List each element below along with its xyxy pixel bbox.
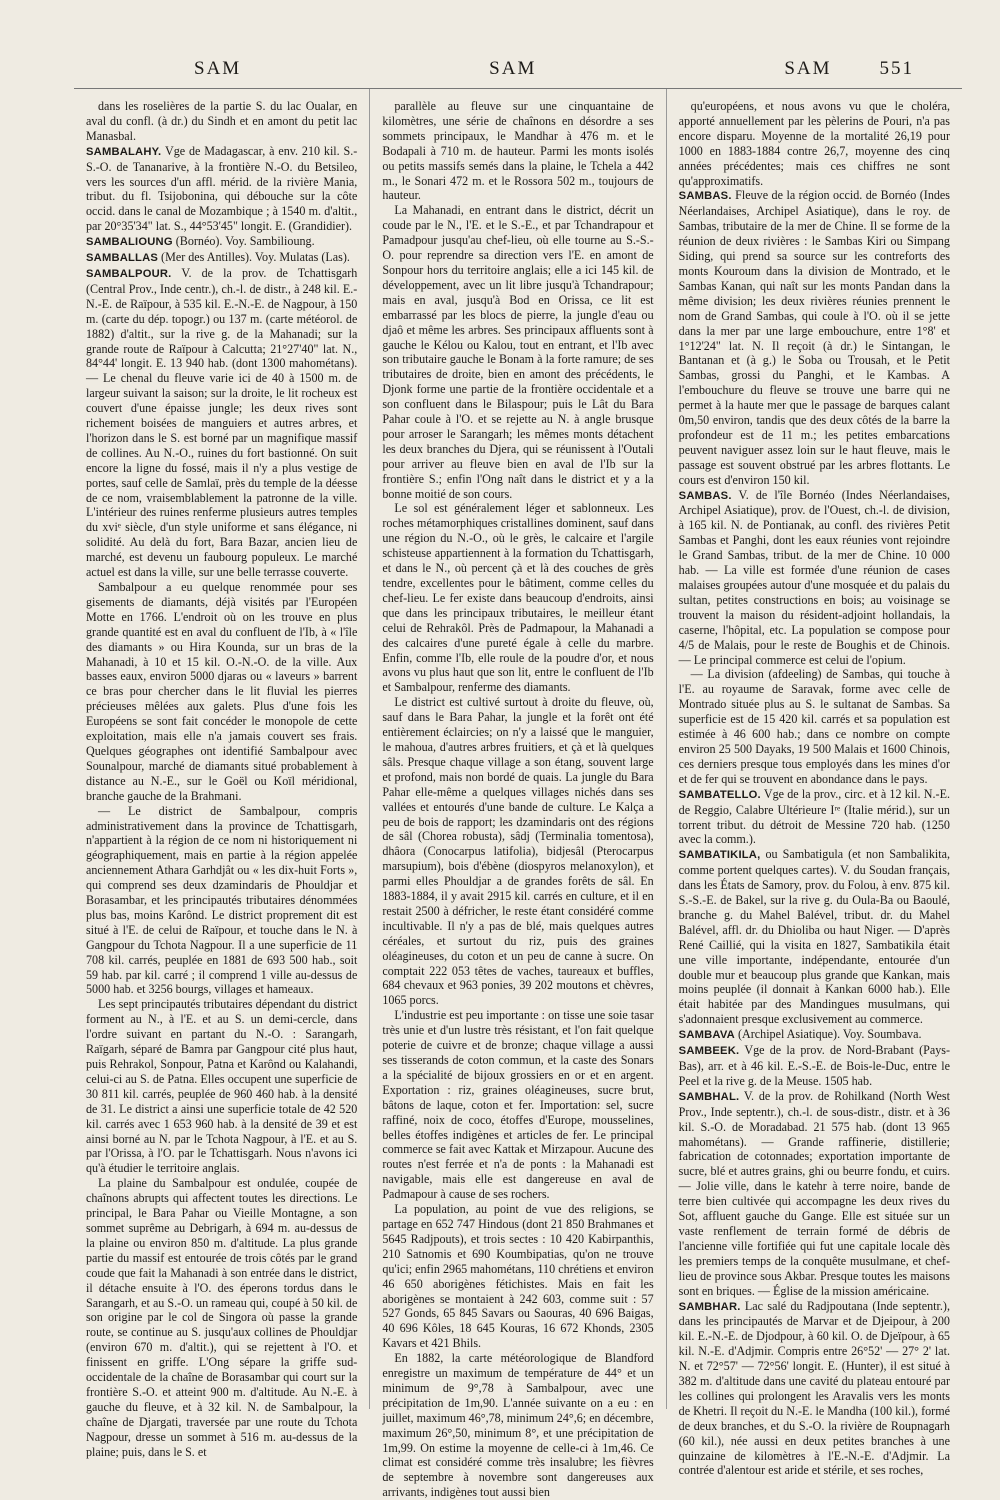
- paragraph-text: qu'européens, et nous avons vu que le choléra, apporté annuellement par les pèlerins de Pouri, n'a pas encore disparu. Moyenne de la mortalité 26,19 pour 1000 en 1883-1884 contre 26,7, moyenne des cinq années précédentes; mais ces chiffres ne sont qu'approximatifs.: [678, 99, 950, 188]
- paragraph-text: Lac salé du Radjpoutana (Inde septentr.), dans les principautés de Marvar et de Djeipour, à 200 kil. E.-N.-E. de Djodpour, à 60 kil. O. de Djeïpour, à 65 kil. N.-E. d'Adjmir. Compris entre 26°52' — 27° 2' lat. N. et 72°57' — 72°56' longit. E. (Hunter), il est situé à 382 m. d'altitude dans une cavité du plateau entouré par les collines qui prolongent les Aravalis vers les monts de Khetri. Il reçoit du N.-E. le Mandha (100 kil.), formé de deux branches, et du S.-O. la rivière de Roupnagarh (60 kil.), née aussi en deux petites branches à une quinzaine de kilomètres à l'E.-N.-E. d'Adjmir. La contrée d'alentour est aride et stérile, et ses roches,: [678, 1298, 950, 1478]
- dictionary-entry: [679, 1043, 950, 1089]
- paragraph: [86, 1176, 357, 1459]
- paragraph-text: — La division (afdeeling) de Sambas, qui touche à l'E. au royaume de Saravak, forme avec celle de Montrado située plus au S. le sultanat de Sambas. Sa superficie est de 15 420 kil. carrés et sa population est estimée à 46 600 hab.; dans ce nombre on compte environ 25 500 Dayaks, 19 500 Malais et 1600 Chinois, ces derniers presque tous employés dans les mines d'or et de fer qui se trouvent en abondance dans le pays.: [678, 667, 950, 786]
- dictionary-entry: [679, 787, 950, 848]
- paragraph-text: Les sept principautés tributaires dépendant du district forment au N., à l'E. et au S. un demi-cercle, dans l'ordre suivant en partant du N.-O. : Sarangarh, Raïgarh, séparé de Bamra par Gangpour cité plus haut, puis Rehrakol, Sonpour, Patna et Karônd ou Kalahandi, celui-ci au S. de Patna. Elles occupent une superficie de 30 811 kil. carrés, peuplée de 960 460 hab. à la densité de 31. Le district a ainsi une superficie totale de 42 520 kil. carrés avec 1 653 960 hab. à la densité de 39 et est ainsi borné au N. par le Tchota Nagpour, à l'E. et au S. par l'Orissa, à l'O. par le Tchattisgarh. Nous n'avons ici qu'à étudier le territoire anglais.: [86, 997, 358, 1176]
- running-head-center: SAM: [489, 58, 537, 79]
- paragraph: [382, 1202, 653, 1351]
- paragraph: [679, 99, 950, 188]
- paragraph: [679, 667, 950, 786]
- dictionary-entry: [86, 234, 357, 250]
- paragraph-text: Sambalpour a eu quelque renommée pour ses gisements de diamants, déjà visités par l'Européen Motte en 1766. L'endroit où on les trouve en plus grande quantité est en aval du confluent de l'Ib, à « l'île des diamants » ou Hira Kounda, sur un bras de la Mahanadi, à 10 et 15 kil. O.-N.-O. de la ville. Aux basses eaux, environ 5000 djaras ou « laveurs » barrent ce bras pour chercher dans le lit fluvial les pierres précieuses mêlées aux galets. Plus d'une fois les Européens se sont fait concéder le monopole de cette exploitation, mais elle n'a jamais couvert ses frais. Quelques géographes ont identifié Sambalpour avec Sounalpour, marché de diamants situé probablement à distance au N.-E., sur le Goël ou Koïl méridional, branche gauche de la Brahmani.: [86, 580, 358, 803]
- paragraph-text: La plaine du Sambalpour est ondulée, coupée de chaînons abrupts qui affectent toutes les directions. Le principal, le Bara Pahar ou Vieille Montagne, a son sommet suprême au Debrigarh, à 694 m. au-dessus de la plaine ou environ 850 m. d'altitude. La plus grande partie du massif est entourée de trois côtés par le grand coude que fait la Mahanadi à son entrée dans le district, il détache ensuite à l'O. des éperons tordus dans le Sarangarh, et au S.-O. un rameau qui, coupé à 50 kil. de son origine par le col de Singora où passe la grande route, se continue au S. jusqu'aux collines de Phouldjar (environ 670 m. d'altit.), qui se rejettent à l'O. et finissent en griffe. L'Ong sépare la griffe sud-occidentale de la chaîne de Borasambar qui court sur la frontière S.-O. et atteint 900 m. d'altitude. Au N.-E. à gauche du fleuve, et à 32 kil. N. de Sambalpour, la chaîne de Djargati, traversée par une route du Tchota Nagpour, dresse un sommet à 516 m. au-dessus de la plaine; puis, dans le S. et: [86, 1176, 358, 1459]
- page-number: 551: [879, 58, 914, 79]
- entry-headword: SAMBALPOUR.: [86, 267, 172, 280]
- entry-headword: SAMBALIOUNG: [86, 236, 173, 249]
- paragraph-text: V. de la prov. de Tchattisgarh (Central Prov., Inde centr.), ch.-l. de distr., à 248 kil. E.-N.-E. de Raïpour, à 535 kil. E.-N.-E. de Nagpour, à 150 m. (carte du dép. topogr.) ou 137 m. (carte météorol. de 1882) d'altit., sur la rive g. de la Mahanadi; sur la grande route de Raïpour à Calcutta; 21°27'40" lat. N., 84°44' longit. E. 13 940 hab. (dont 1300 mahométans). — Le chenal du fleuve varie ici de 40 à 1500 m. de largeur suivant la saison; sur la droite, le lit rocheux est couvert d'une épaisse jungle; les deux rives sont richement boisées de manguiers et autres arbres, et l'horizon dans le S. est borné par un magnifique massif de collines. Au N.-O., ruines du fort bastionné. On suit encore la ligne du fossé, mais il n'y a plus vestige de portes, sauf celle de Samlaï, près du temple de la déesse de ce nom, vraisemblablement la patronne de la ville. L'intérieur des ruines renferme plusieurs autres temples du xviᵉ siècle, d'un style uniforme et sans élégance, ni solidité. Au delà du fort, Bara Bazar, ancien lieu de marché, est devenu un faubourg populeux. Le marché actuel est dans la ville, sur une belle terrasse couverte.: [86, 265, 358, 580]
- entry-headword: SAMBALLAS: [86, 252, 159, 265]
- paragraph-text: Vge de la prov. de Nord-Brabant (Pays-Bas), arr. et à 46 kil. E.-S.-E. de Bois-le-Duc, entre le Peel et la rive g. de la Meuse. 1505 hab.: [678, 1043, 950, 1088]
- paragraph-text: En 1882, la carte météorologique de Blandford enregistre un maximum de température de 44° et un minimum de 9°,78 à Sambalpour, avec une précipitation de 1m,90. L'année suivante on a eu : en juillet, maximum 46°,78, minimum 24°,6; en décembre, maximum 26°,50, minimum 8°, et une précipitation de 1m,99. On estime la moyenne de celle-ci à 1m,46. Ce climat est considéré comme très insalubre; les fièvres de septembre à novembre sont dangereuses aux arrivants, indigènes tout aussi bien: [382, 1351, 654, 1500]
- paragraph-text: Vge de Madagascar, à env. 210 kil. S.-S.-O. de Tananarive, à la frontière N.-O. du Betsileo, vers les sources d'un affl. mérid. de la rivière Mania, tribut. du fl. Tsijobonina, qui débouche sur la côte occid. dans le canal de Mozambique ; à 1540 m. d'altit., par 20°35'34" lat. S., 44°53'45" longit. E. (Grandidier).: [86, 143, 358, 234]
- dictionary-entry: [86, 250, 357, 266]
- entry-headword: SAMBAS.: [678, 190, 732, 203]
- text-columns: [74, 88, 962, 1500]
- running-head-left: SAM: [194, 58, 242, 79]
- column-1: [74, 89, 369, 1459]
- entry-headword: SAMBHAL.: [678, 1090, 740, 1103]
- paragraph-text: (Bornéo). Voy. Sambilioung.: [172, 234, 315, 249]
- paragraph-text: Le sol est généralement léger et sablonneux. Les roches métamorphiques cristallines dominent, sauf dans une région du N.-O., où le grès, le calcaire et l'argile schisteuse appartiennent à la formation du Tchattisgarh, et dans le N., où percent çà et là des couches de grès tendre, excellentes pour le bâtiment, comme celles du chef-lieu. Le fer existe dans beaucoup d'endroits, ainsi que dans les principaux tributaires, le meilleur étant celui de Rehrakôl. Près de Padmapour, la Mahanadi a des calcaires d'une pureté égale à celle du marbre. Enfin, comme l'Ib, elle roule de la poudre d'or, et nous avons vu plus haut que son lit, entre le confluent de l'Ib et Sambalpour, renferme des diamants.: [382, 501, 654, 695]
- running-head-right: SAM: [784, 58, 832, 79]
- entry-headword: SAMBEEK.: [678, 1045, 740, 1058]
- paragraph-text: V. de la prov. de Rohilkand (North West Prov., Inde septentr.), ch.-l. de sous-distr., distr. et à 36 kil. S.-O. de Moradabad. 21 575 hab. (dont 13 965 mahométans). — Grande raffinerie, distillerie; fabrication de cotonnades; exportation importante de sucre, blé et autres grains, ghi ou beurre fondu, et cuirs. — Jolie ville, dans le katehr à terre noire, bande de terre bien cultivée qui accompagne les deux rives du Sot, affluent gauche du Gange. Elle est située sur un vaste renflement de terrain formé de débris de l'ancienne ville fortifiée qui fut une capitale locale dès les premiers temps de la conquête musulmane, et chef-lieu de province sous Akbar. Presque toutes les maisons sont en briques. — Église de la mission américaine.: [678, 1088, 950, 1298]
- running-head: [74, 58, 962, 80]
- dictionary-entry: [679, 847, 950, 1027]
- paragraph-text: L'industrie est peu importante : on tisse une soie tasar très unie et d'un lustre très résistant, et l'on fait quelque poterie de cuivre et de bronze; chaque village a aussi ses tisserands de coton commun, et la caste des Sonars a la spécialité de bijoux grossiers en or et en argent. Exportation : riz, graines oléagineuses, sucre brut, bâtons de laque, coton et fer. Importation: sel, sucre raffiné, noix de coco, étoffes d'Europe, mousselines, belles étoffes indigènes et articles de fer. Le principal commerce se fait avec Kattak et Mirzapour. Aucune des routes n'est ferrée et n'a de ponts : la Mahanadi est navigable, mais elle est dangereuse en aval de Padmapour à cause de ses rochers.: [382, 1008, 654, 1202]
- paragraph: [382, 99, 653, 203]
- paragraph-text: La population, au point de vue des religions, se partage en 652 747 Hindous (dont 21 850 Brahmanes et 5645 Radjpouts), et trois sectes : 10 420 Kabirpanthis, 210 Satnomis et 690 Koumbipatias, qu'on ne trouve qu'ici; enfin 2965 mahométans, 110 chrétiens et environ 46 650 aborigènes fétichistes. Mais en fait les aborigènes se montaient à 242 603, comme suit : 57 527 Gonds, 65 845 Savars ou Saouras, 40 696 Baigas, 40 696 Kôles, 18 645 Kouras, 16 672 Khonds, 2305 Kavars et 421 Bhils.: [382, 1202, 654, 1351]
- paragraph-text: ou Sambatigula (et non Sambalikita, comme portent quelques cartes). V. du Soudan français, dans les États de Samory, prov. du Folou, à env. 875 kil. S.-S.-E. de Bakel, sur la rive g. du Oula-Ba ou Baoulé, branche g. du Mahel Balével, tribut. dr. du Mahel Balével, affl. dr. du Dhioliba ou haut Niger. — D'après René Caillié, qui la visita en 1827, Sambatikila était une ville importante, indépendante, entourée d'un double mur et beaucoup plus grande que Kankan, mais moins peuplée (il donnait à Kankan 6000 hab.). Elle était habitée par des Mandingues musulmans, qui s'adonnaient presque exclusivement au commerce.: [678, 847, 950, 1027]
- dictionary-entry: [679, 1089, 950, 1299]
- paragraph: [86, 804, 357, 998]
- paragraph-text: — Le district de Sambalpour, compris administrativement dans la province de Tchattisgarh, n'appartient à la région de ce nom ni historiquement ni géographiquement, mais en partie à la région appelée anciennement Athara Garhdjât ou « les dix-huit Forts », qui comprend ses deux dzamindaris de Phouldjar et Borasambar, et les principautés tributaires dénommées plus bas, moins Karônd. Le district proprement dit est situé à l'E. de celui de Raïpour, et touche dans le N. à Gangpour du Tchota Nagpour. Il a une superficie de 11 708 kil. carrés, peuplée en 1881 de 693 500 hab., soit 59 hab. par kil. carré ; il comprend 1 ville au-dessus de 5000 hab. et 3256 bourgs, villages et hameaux.: [86, 803, 358, 997]
- paragraph: [382, 1008, 653, 1202]
- paragraph-text: La Mahanadi, en entrant dans le district, décrit un coude par le N., l'E. et le S.-E., et par Tchandrapour et Pamadpour jusqu'au chef-lieu, où elle tourne au S.-S.-O. pour reprendre sa direction vers l'E. en amont de Sonpour hors du territoire anglais; elle a ici 145 kil. de développement, avec un lit libre jusqu'à Tchandrapour; mais en aval, jusqu'à Bod en Orissa, ce lit est embarrassé par les blocs de pierre, la jungle d'eau ou djaô et même les arbres. Ses principaux affluents sont à gauche le Kélou ou Kalou, tout en entrant, et l'Ib avec son tributaire gauche le Bonam à la forte ramure; de ses tributaires de droite, bien en amont des précédents, le Djonk forme une partie de la frontière occidentale et a son confluent dans le Bilaspour; puis le Lât du Bara Pahar coule à l'O. et se rejette au N. à angle brusque pour arroser le Sarangarh; les mêmes monts détachent les deux branches du Djera, qui se réunissent à l'Outali pour arriver au fleuve bien en aval de l'Ib sur la frontière S.; enfin l'Ong naît dans le district et y a la bonne moitié de son cours.: [382, 203, 654, 501]
- entry-headword: SAMBATELLO.: [678, 788, 761, 801]
- paragraph: [86, 997, 357, 1176]
- paragraph-text: (Archipel Asiatique). Voy. Soumbava.: [734, 1027, 922, 1042]
- entry-headword: SAMBHAR.: [678, 1300, 741, 1313]
- paragraph-text: (Mer des Antilles). Voy. Mulatas (Las).: [158, 250, 350, 265]
- column-3: [666, 89, 962, 1478]
- dictionary-entry: [679, 488, 950, 668]
- entry-headword: SAMBATIKILA,: [678, 849, 761, 862]
- entry-headword: SAMBAS.: [678, 489, 732, 502]
- paragraph: [382, 695, 653, 1008]
- dictionary-entry: [679, 188, 950, 487]
- paragraph-text: dans les roselières de la partie S. du lac Oualar, en aval du confl. (à dr.) du Sindh et en amont du petit lac Manasbal.: [86, 99, 358, 143]
- dictionary-entry: [679, 1027, 950, 1043]
- paragraph-text: Fleuve de la région occid. de Bornéo (Indes Néerlandaises, Archipel Asiatique), dans le roy. de Sambas, tributaire de la mer de Chine. Il se forme de la réunion de deux rivières : le Sambas Kiri ou Simpang Siding, qui prend sa source sur les contreforts des monts Kouroum dans la division de Montrado, et le Sambas Kanan, qui naît sur les monts Pandan dans la même division; les deux rivières réunies prennent le nom de Grand Sambas, qui coule à l'O. où il se jette dans la mer par une large embouchure, entre 1°8' et 1°12'24" lat. N. Il reçoit (à dr.) le Sintangan, le Bantanan et (à g.) le Soba ou Trousah, et le Petit Sambas, grossi du Panghi, et le Kambas. A l'embouchure du fleuve se trouve une barre qui ne permet à la haute mer que le passage de barques calant 0m,50 environ, tandis que des deux côtés de la barre la profondeur est de 11 m.; les petites embarcations peuvent naviguer assez loin sur le haut fleuve, mais le passage est souvent obstrué par les arbres flottants. Le cours est d'environ 150 kil.: [678, 188, 950, 487]
- dictionary-entry: [86, 266, 357, 580]
- paragraph-text: parallèle au fleuve sur une cinquantaine de kilomètres, une série de chaînons en désordre a ses sommets principaux, le Mandhar à 476 m. et le Bodapali à 710 m. de hauteur. Parmi les monts isolés ou petits massifs semés dans la plaine, le Tchela a 442 m., le Sonari 472 m. et le Rossora 502 m., toujours de hauteur.: [382, 99, 654, 203]
- paragraph: [382, 1351, 653, 1500]
- entry-headword: SAMBALAHY.: [86, 145, 162, 158]
- paragraph-text: Vge de la prov., circ. et à 12 kil. N.-E. de Reggio, Calabre Ultérieure Iʳᵉ (Italie mérid.), sur un torrent tribut. du détroit de Messine 720 hab. (1250 avec la comm.).: [678, 786, 950, 847]
- dictionary-entry: [679, 1299, 950, 1479]
- entry-headword: SAMBAVA: [678, 1029, 735, 1042]
- paragraph: [382, 203, 653, 501]
- paragraph-text: Le district est cultivé surtout à droite du fleuve, où, sauf dans le Bara Pahar, la jungle et la forêt ont été entièrement éclaircies; on n'y a laissé que le manguier, le mahoua, d'autres arbres fruitiers, et çà et là quelques sâls. Presque chaque village a son étang, souvent large et profond, mais non bordé de quais. La jungle du Bara Pahar elle-même a quelques villages nichés dans ses vallées et entourés d'une bande de culture. Le Kalça a peu de bois de rapport; les dzamindaris ont des régions de sâl (Chorea robusta), sâdj (Terminalia tomentosa), dhâora (Conocarpus latifolia), bidjesâl (Pterocarpus marsupium), bois d'ébène (diospyros melanoxylon), et parmi elles Phouldjar a de grandes forêts de sâl. En 1883-1884, il y avait 2915 kil. carrés en culture, et il en restait 2500 à défricher, le reste étant considéré comme incultivable. Il n'y a pas de blé, mais quelques autres céréales, et surtout du riz, puis des graines oléagineuses, du coton et un peu de canne à sucre. On comptait 222 053 têtes de vaches, taureaux et buffles, 684 chevaux et 963 ponies, 39 202 moutons et chèvres, 1065 porcs.: [382, 695, 654, 1008]
- paragraph-text: V. de l'île Bornéo (Indes Néerlandaises, Archipel Asiatique), prov. de l'Ouest, ch.-l. de division, à 165 kil. N. de Pontianak, au confl. des rivières Petit Sambas et Panghi, dont les eaux réunies vont rejoindre le Grand Sambas, tribut. de la mer de Chine. 10 000 hab. — La ville est formée d'une réunion de cases malaises groupées autour d'une mosquée et du palais du sultan, petites constructions en bois; au voisinage se trouvent la maison du résident-adjoint hollandais, la caserne, l'hôpital, etc. La population se compose pour 4/5 de Malais, pour le reste de Boughis et de Chinois. — Le principal commerce est celui de l'opium.: [678, 487, 950, 667]
- paragraph: [382, 501, 653, 695]
- column-2: [369, 89, 665, 1500]
- paragraph: [86, 580, 357, 804]
- dictionary-entry: [86, 144, 357, 234]
- paragraph: [86, 99, 357, 144]
